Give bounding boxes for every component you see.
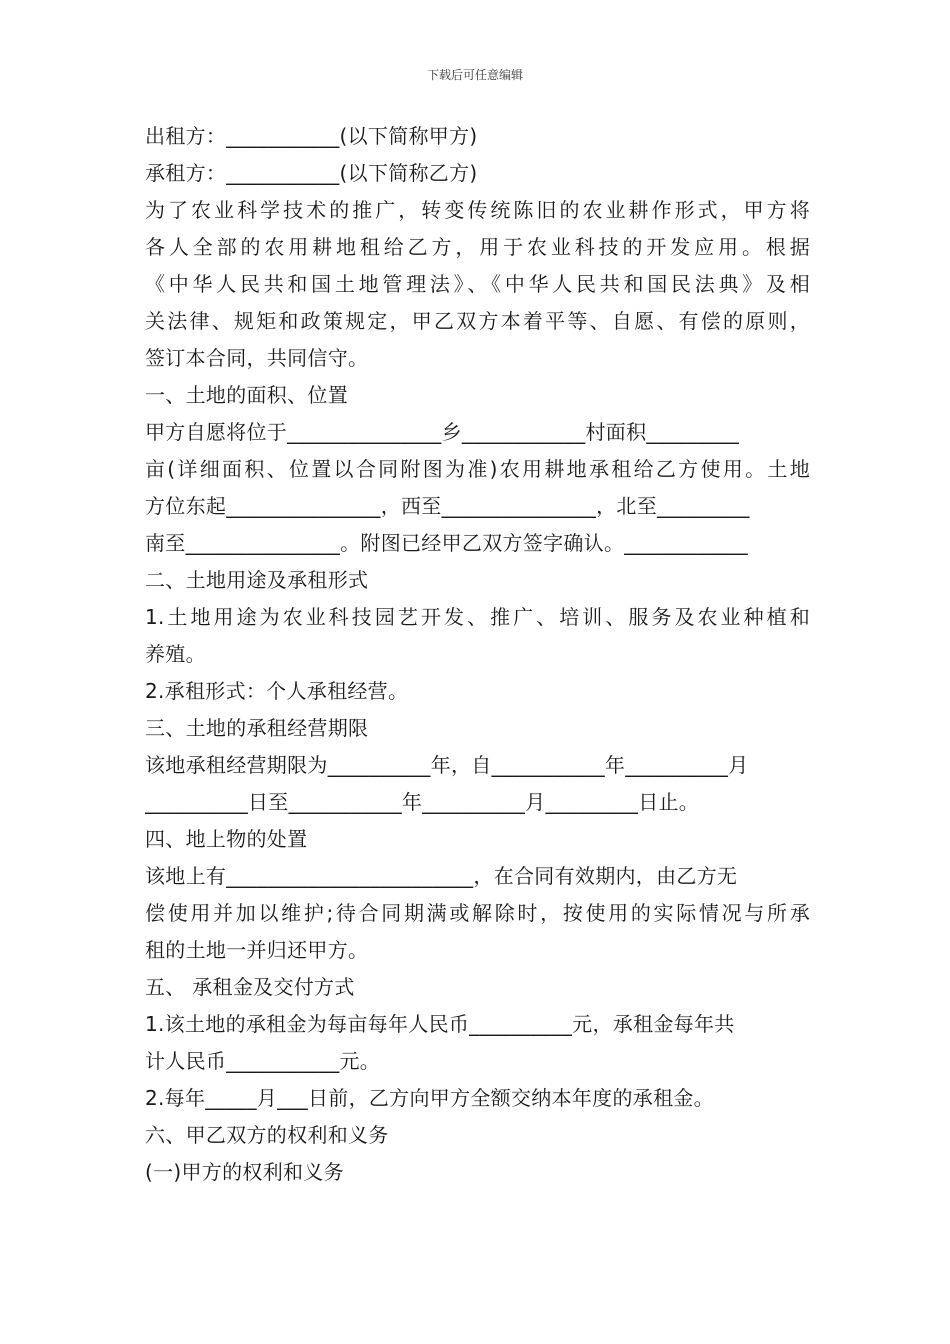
preamble-line-2: 各人全部的农用耕地租给乙方，用于农业科技的开发应用。根据 [145,235,810,259]
section-1-line-4: 南至_______________。附图已经甲乙双方签字确认。____________ [145,531,748,555]
section-4-line-1: 该地上有________________________，在合同有效期内，由乙方无 [145,864,738,888]
section-5-item-2: 2.每年_____月___日前，乙方向甲方全额交纳本年度的承租金。 [145,1086,714,1110]
section-1-heading: 一、土地的面积、位置 [145,383,348,407]
section-5-item-1-line-2: 计人民币___________元。 [145,1049,381,1073]
section-5-heading: 五、 承租金及交付方式 [145,975,355,999]
page-header: 下载后可任意编辑 [426,68,523,82]
section-2-heading: 二、土地用途及承租形式 [145,568,369,592]
preamble-line-1: 为了农业科学技术的推广，转变传统陈旧的农业耕作形式，甲方将 [145,198,810,222]
section-2-item-1-line-1: 1.土地用途为农业科技园艺开发、推广、培训、服务及农业种植和 [145,605,810,629]
section-3-line-2: __________日至___________年__________月_________日止。 [145,790,700,814]
section-2-item-1-line-2: 养殖。 [145,642,206,666]
section-3-line-1: 该地承租经营期限为__________年，自___________年__________月 [145,753,749,777]
lessee-line: 承租方：___________(以下简称乙方) [145,161,478,185]
section-6-subheading-1: (一)甲方的权利和义务 [145,1160,344,1184]
section-2-item-2: 2.承租形式：个人承租经营。 [145,679,409,703]
preamble-line-5: 签订本合同，共同信守。 [145,346,369,370]
preamble-line-4: 关法律、规矩和政策规定，甲乙双方本着平等、自愿、有偿的原则， [145,309,810,333]
section-1-line-3: 方位东起_______________，西至_______________，北至_________ [145,494,750,518]
preamble-line-3: 《中华人民共和国土地管理法》、《中华人民共和国民法典》及相 [145,272,810,296]
section-4-heading: 四、地上物的处置 [145,827,308,851]
section-6-heading: 六、甲乙双方的权利和义务 [145,1123,389,1147]
section-3-heading: 三、土地的承租经营期限 [145,716,369,740]
section-1-line-1: 甲方自愿将位于_______________乡____________村面积_________ [145,420,740,444]
section-4-line-2: 偿使用并加以维护;待合同期满或解除时，按使用的实际情况与所承 [145,901,810,925]
lessor-line: 出租方：___________(以下简称甲方) [145,124,478,148]
section-4-line-3: 租的土地一并归还甲方。 [145,938,369,962]
section-5-item-1-line-1: 1.该土地的承租金为每亩每年人民币__________元，承租金每年共 [145,1012,735,1036]
contract-body [145,118,810,1191]
section-1-line-2: 亩(详细面积、位置以合同附图为准)农用耕地承租给乙方使用。土地 [145,457,810,481]
